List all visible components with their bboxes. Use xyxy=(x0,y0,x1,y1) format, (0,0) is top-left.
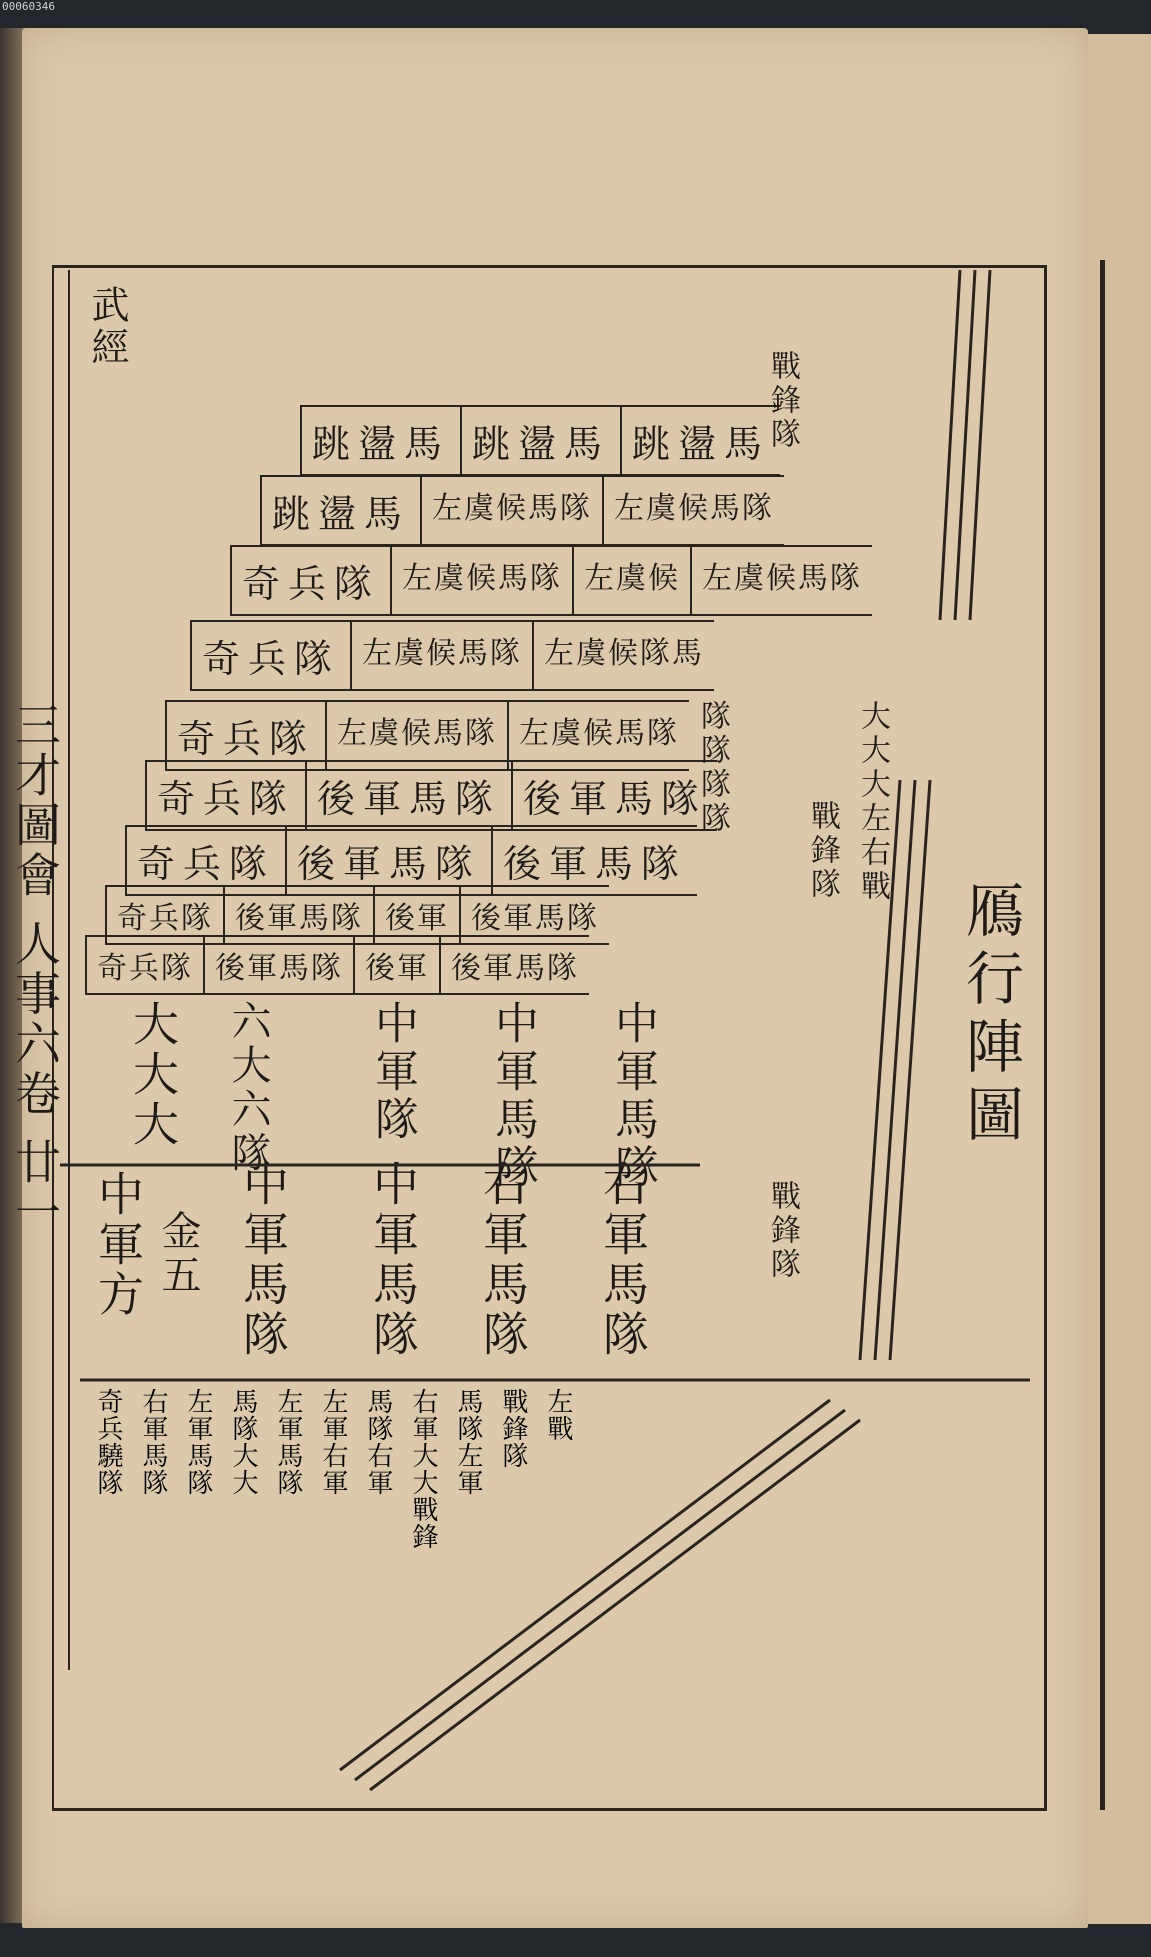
top-cell: 左虞候馬隊 xyxy=(390,545,572,616)
scan-id: 00060346 xyxy=(2,0,55,13)
top-cell: 左虞候馬隊 xyxy=(420,475,602,546)
note: 奇兵驍隊 xyxy=(93,1388,123,1496)
mid-cell: 後軍馬隊 xyxy=(459,885,609,945)
mid-cell: 後軍 xyxy=(373,885,459,945)
mid-cell: 後軍馬隊 xyxy=(491,825,697,896)
mid-cell: 後軍馬隊 xyxy=(285,825,491,896)
bottom-notes xyxy=(90,1388,577,1550)
mid-cell: 後軍馬隊 xyxy=(511,760,717,831)
mid-cell: 左虞候馬隊 xyxy=(507,700,689,771)
lower-cell: 中軍馬隊 xyxy=(236,1160,290,1360)
mid-cell: 奇兵隊 xyxy=(105,885,223,945)
center-cell: 大大大 xyxy=(126,1000,180,1150)
lower-cell: 右軍馬隊 xyxy=(596,1160,650,1360)
mid-cell: 後軍 xyxy=(353,935,439,995)
top-cell: 跳盪馬 xyxy=(260,475,420,546)
side-column: 戰鋒隊 xyxy=(765,1180,800,1282)
top-cell: 左虞候馬隊 xyxy=(602,475,784,546)
note: 左軍右軍 xyxy=(318,1388,348,1496)
top-cell: 左虞候 xyxy=(572,545,690,616)
note: 右軍馬隊 xyxy=(138,1388,168,1496)
lower-cell: 金五 xyxy=(155,1210,201,1298)
note: 右軍大大戰鋒 xyxy=(408,1388,438,1550)
mid-cell: 後軍馬隊 xyxy=(203,935,353,995)
top-cell: 跳盪馬 xyxy=(300,405,460,476)
top-cell: 奇兵隊 xyxy=(190,620,350,691)
lower-cell: 右軍馬隊 xyxy=(476,1160,530,1360)
lower-cell: 中軍方 xyxy=(91,1170,145,1320)
note: 馬隊大大 xyxy=(228,1388,258,1496)
mid-cell: 後軍馬隊 xyxy=(223,885,373,945)
center-cell: 中軍隊 xyxy=(367,1000,418,1144)
book-label: 武經 xyxy=(85,285,129,369)
mid-cell: 後軍馬隊 xyxy=(305,760,511,831)
side-column: 戰鋒隊 xyxy=(805,800,840,902)
mid-cell: 左虞候馬隊 xyxy=(325,700,507,771)
top-cell: 奇兵隊 xyxy=(230,545,390,616)
mid-cell: 奇兵隊 xyxy=(145,760,305,831)
side-column: 隊隊隊隊 xyxy=(695,700,730,836)
center-cell: 中軍馬隊 xyxy=(487,1000,538,1192)
mid-cell: 奇兵隊 xyxy=(125,825,285,896)
lower-cell: 中軍馬隊 xyxy=(366,1160,420,1360)
note: 馬隊右軍 xyxy=(363,1388,393,1496)
note: 戰鋒隊 xyxy=(498,1388,528,1469)
note: 左軍馬隊 xyxy=(273,1388,303,1496)
mid-cell: 奇兵隊 xyxy=(165,700,325,771)
top-cell: 左虞候馬隊 xyxy=(350,620,532,691)
top-cell: 跳盪馬 xyxy=(620,405,780,476)
note: 左軍馬隊 xyxy=(183,1388,213,1496)
gutter-text: 三才圖會 人事六卷 廿一 xyxy=(28,270,70,1670)
top-cell: 左虞候隊馬 xyxy=(532,620,714,691)
side-column: 戰鋒隊 xyxy=(765,350,800,452)
note: 馬隊左軍 xyxy=(453,1388,483,1496)
note: 左戰 xyxy=(543,1388,573,1442)
center-cell: 六大六隊 xyxy=(225,1000,271,1176)
diagram-title: 鴈行陣圖 xyxy=(956,880,1024,1152)
mid-cell: 後軍馬隊 xyxy=(439,935,589,995)
mid-cell: 奇兵隊 xyxy=(85,935,203,995)
top-cell: 跳盪馬 xyxy=(460,405,620,476)
side-column: 大大大左右戰 xyxy=(855,700,890,904)
center-cell: 中軍馬隊 xyxy=(607,1000,658,1192)
top-cell: 左虞候馬隊 xyxy=(690,545,872,616)
